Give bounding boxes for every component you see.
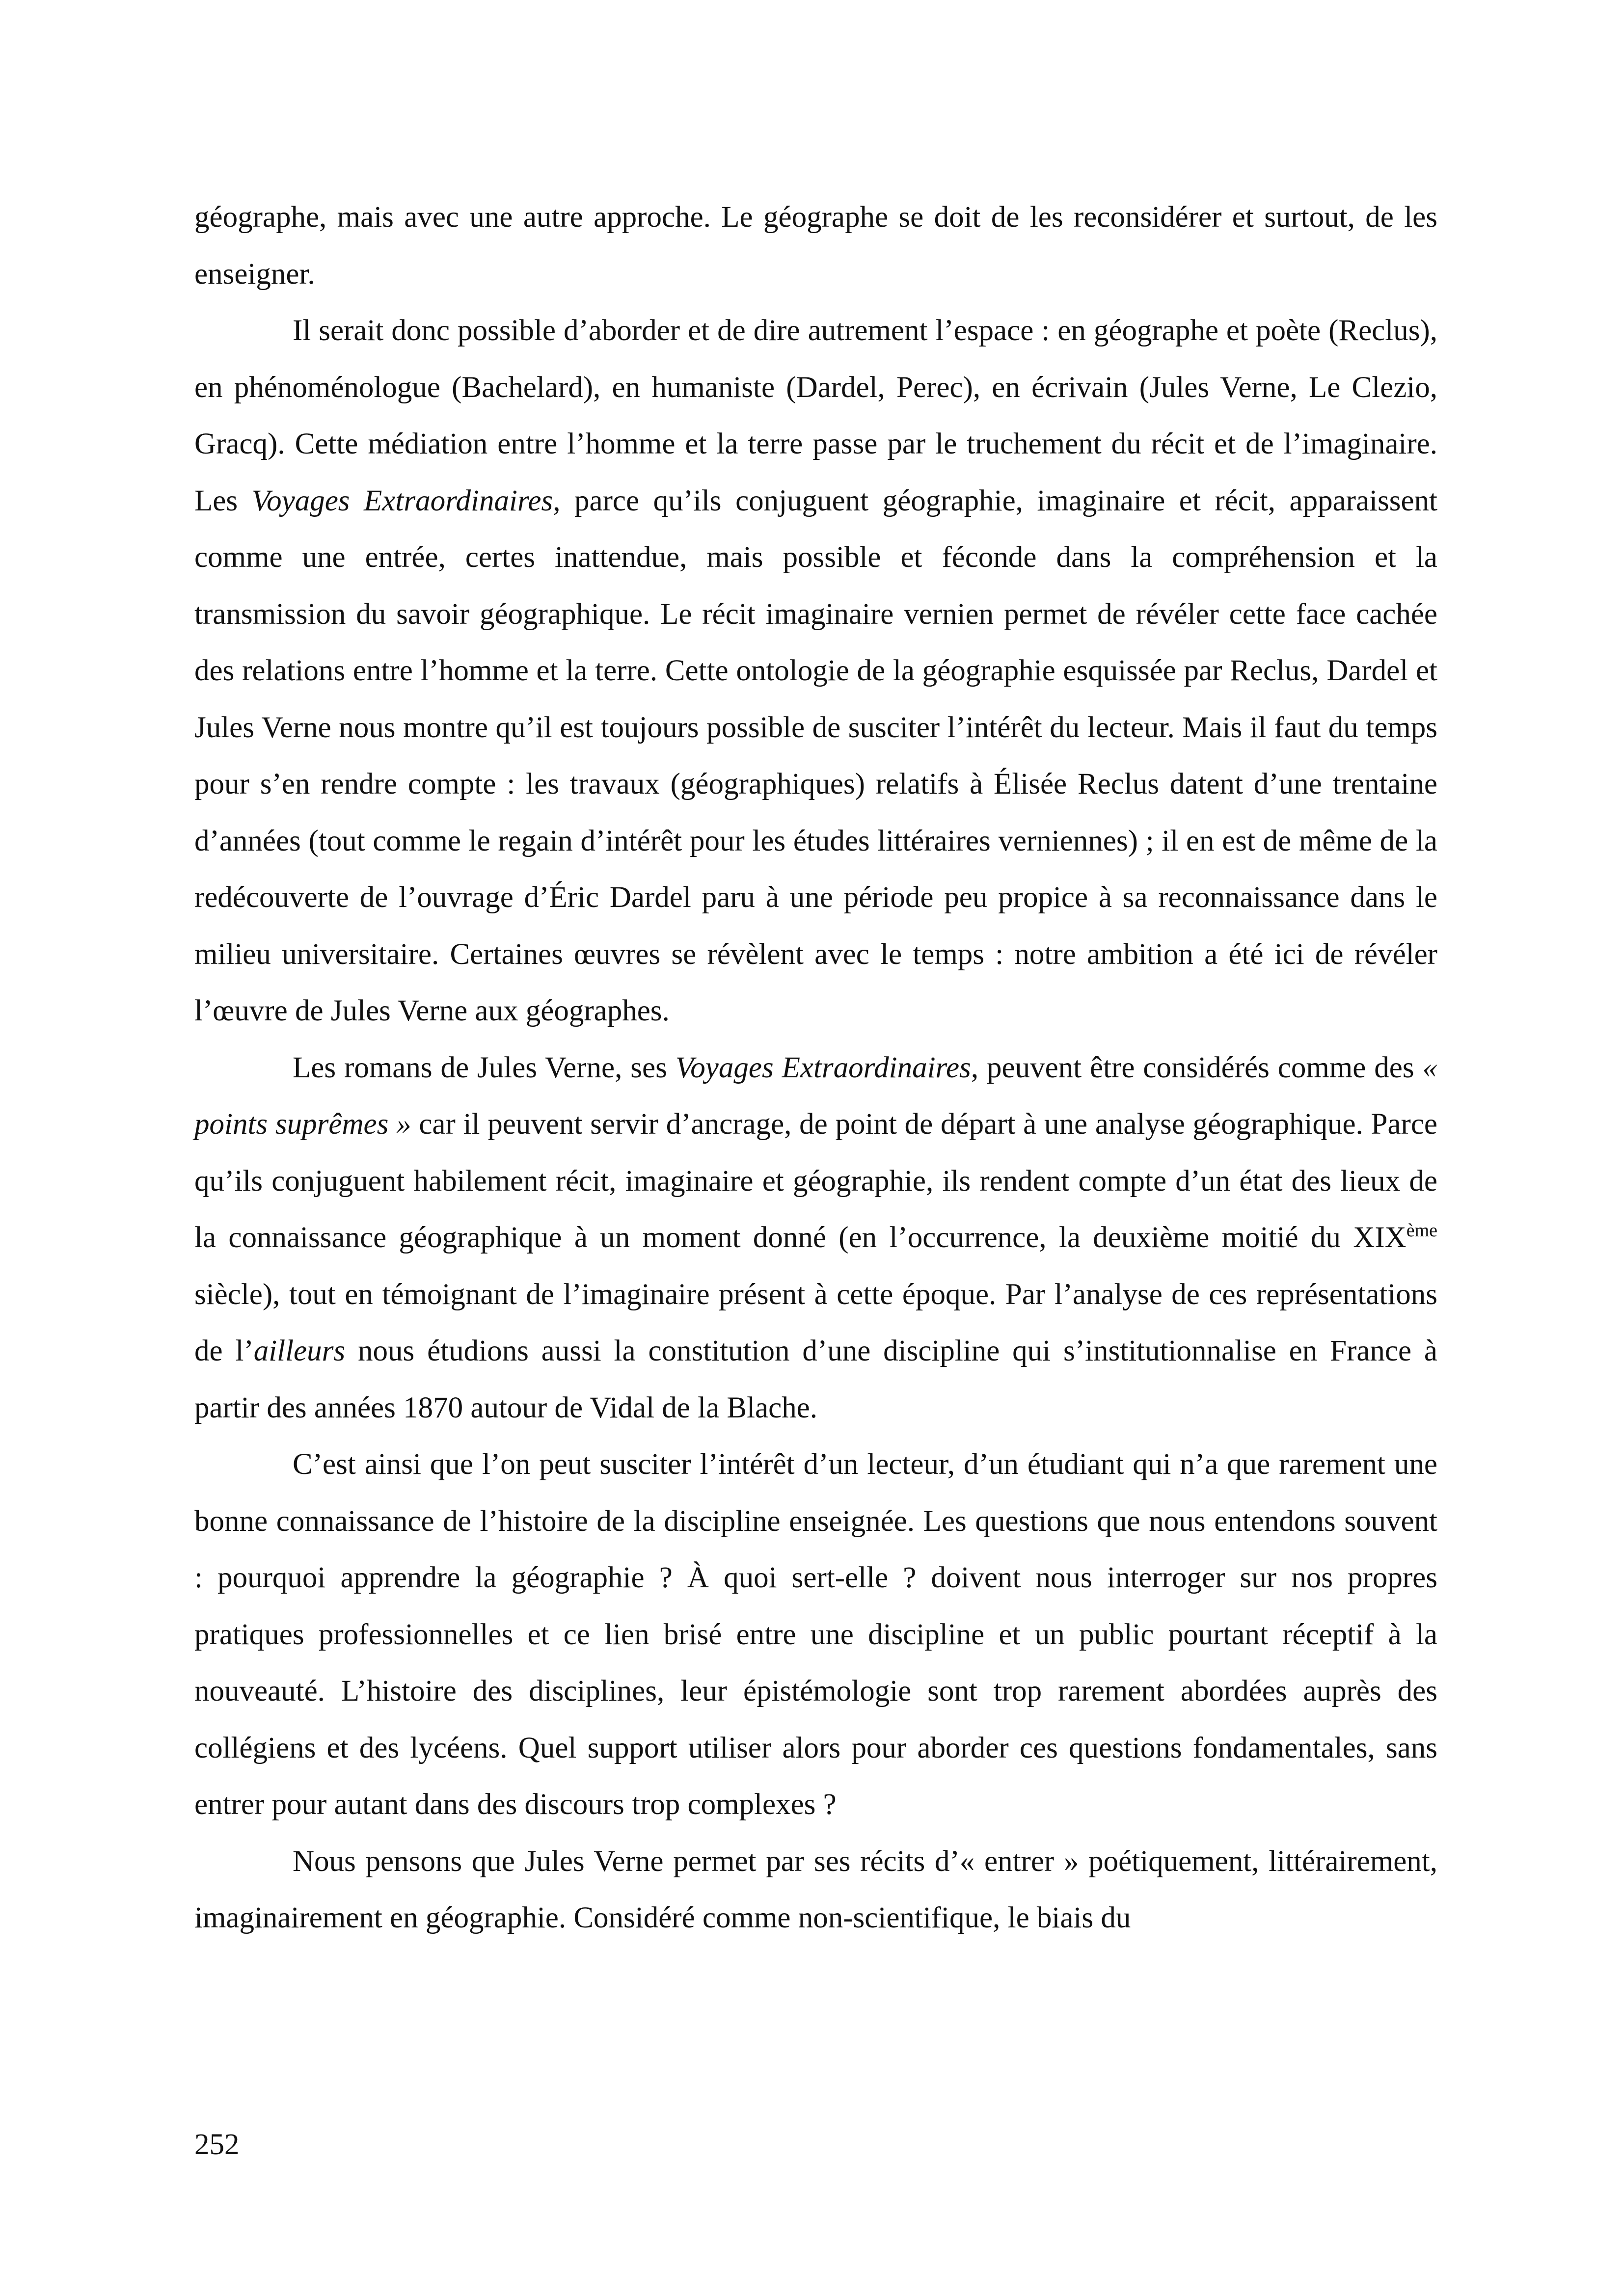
- text-run: siècle), tout en témoignant de l’imaginaire présent à cette époque. Par l’analyse de ces représentations de l’: [194, 1278, 1437, 1367]
- text-run: Les romans de Jules Verne, ses: [293, 1051, 676, 1084]
- italic-text: Voyages Extraordinaires: [675, 1051, 971, 1084]
- text-run: Il serait donc possible d’aborder et de dire autrement l’espace : en géographe et poète (Reclus), en phénoménologue (Bachelard), en humaniste (Dardel, Perec), en écrivain (Jules Verne, Le Clezio, Gracq). Cette médiation entre l’homme et la terre passe par le truchement du récit et de l’imaginaire. Les: [194, 314, 1437, 517]
- page-number: 252: [194, 2128, 240, 2161]
- text-run: nous étudions aussi la constitution d’une discipline qui s’institutionnalise en France à partir des années 1870 autour de Vidal de la Blache.: [194, 1335, 1437, 1424]
- superscript-text: ème: [1406, 1220, 1437, 1241]
- text-run: , peuvent être considérés comme des: [971, 1051, 1423, 1084]
- body-text: [194, 189, 1437, 1947]
- italic-text: Voyages Extraordinaires: [251, 484, 553, 517]
- paragraph-2: [194, 302, 1437, 1040]
- text-run: , parce qu’ils conjuguent géographie, imaginaire et récit, apparaissent comme une entrée, certes inattendue, mais possible et féconde dans la compréhension et la transmission du savoir géographique. Le récit imaginaire vernien permet de révéler cette face cachée des relations entre l’homme et la terre. Cette ontologie de la géographie esquissée par Reclus, Dardel et Jules Verne nous montre qu’il est toujours possible de susciter l’intérêt du lecteur. Mais il faut du temps pour s’en rendre compte : les travaux (géographiques) relatifs à Élisée Reclus datent d’une trentaine d’années (tout comme le regain d’intérêt pour les études littéraires verniennes) ; il en est de même de la redécouverte de l’ouvrage d’Éric Dardel paru à une période peu propice à sa reconnaissance dans le milieu universitaire. Certaines œuvres se révèlent avec le temps : notre ambition a été ici de révéler l’œuvre de Jules Verne aux géographes.: [194, 484, 1437, 1027]
- paragraph-1: [194, 189, 1437, 302]
- paragraph-5: [194, 1833, 1437, 1947]
- paragraph-4: [194, 1436, 1437, 1833]
- text-run: C’est ainsi que l’on peut susciter l’intérêt d’un lecteur, d’un étudiant qui n’a que rarement une bonne connaissance de l’histoire de la discipline enseignée. Les questions que nous entendons souvent : pourquoi apprendre la géographie ? À quoi sert-elle ? doivent nous interroger sur nos propres pratiques professionnelles et ce lien brisé entre une discipline et un public pourtant réceptif à la nouveauté. L’histoire des disciplines, leur épistémologie sont trop rarement abordées auprès des collégiens et des lycéens. Quel support utiliser alors pour aborder ces questions fondamentales, sans entrer pour autant dans des discours trop complexes ?: [194, 1448, 1437, 1821]
- text-run: géographe, mais avec une autre approche. Le géographe se doit de les reconsidérer et surtout, de les enseigner.: [194, 201, 1437, 291]
- italic-text: ailleurs: [253, 1335, 346, 1367]
- italic-text: « points suprêmes »: [194, 1051, 1437, 1141]
- paragraph-3: [194, 1040, 1437, 1437]
- text-run: car il peuvent servir d’ancrage, de point de départ à une analyse géographique. Parce qu’ils conjuguent habilement récit, imaginaire et géographie, ils rendent compte d’un état des lieux de la connaissance géographique à un moment donné (en l’occurrence, la deuxième moitié du XIX: [194, 1108, 1437, 1254]
- text-run: Nous pensons que Jules Verne permet par ses récits d’« entrer » poétiquement, littérairement, imaginairement en géographie. Considéré comme non-scientifique, le biais du: [194, 1844, 1437, 1934]
